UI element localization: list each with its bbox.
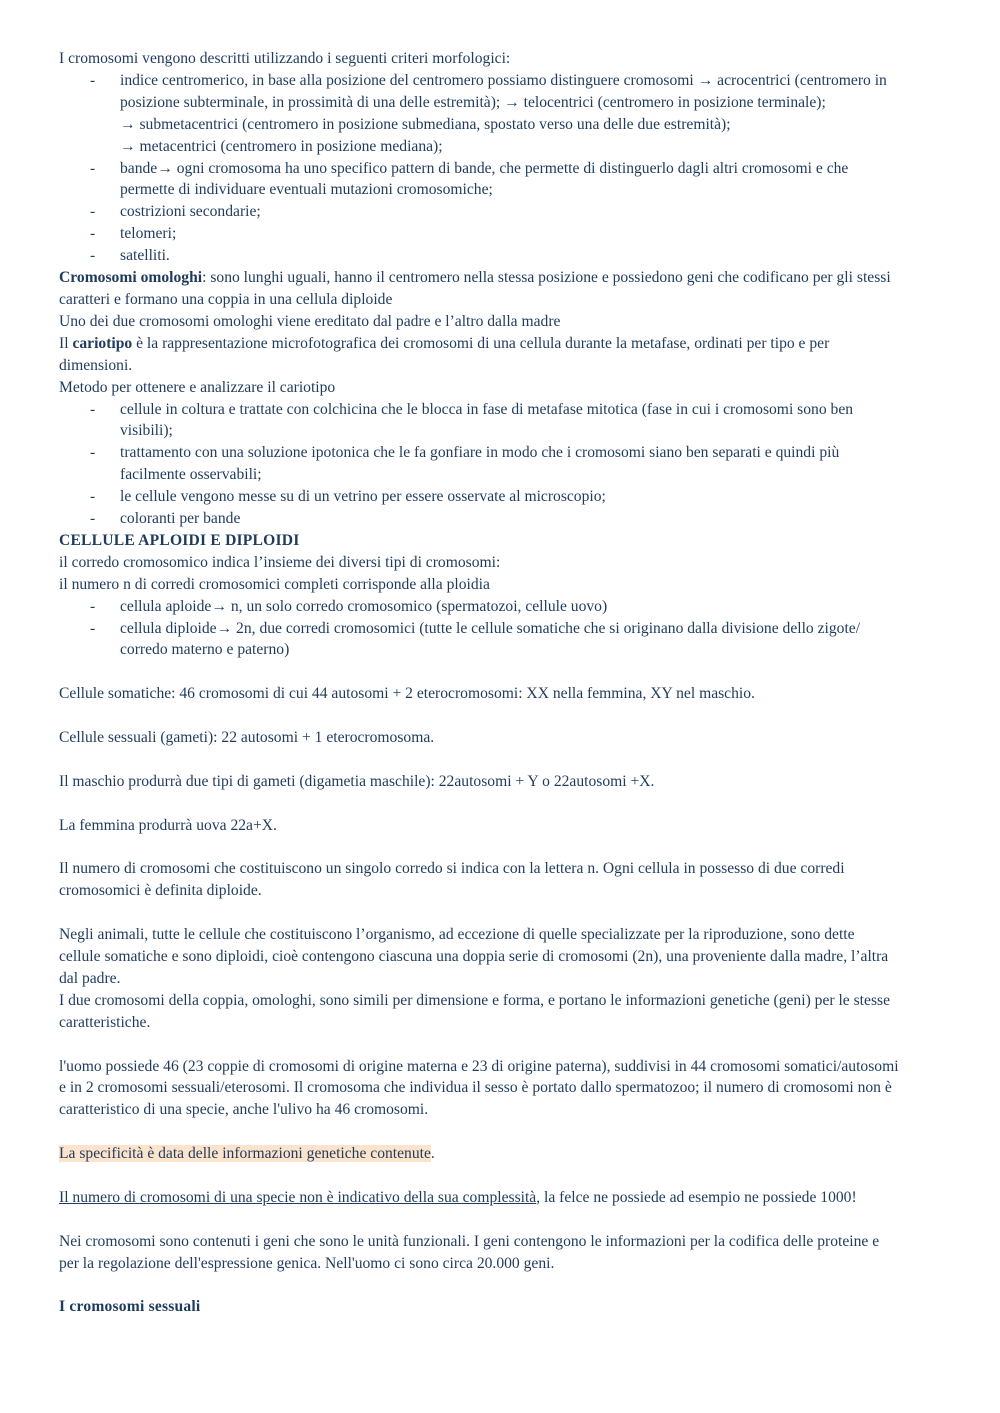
list-item: - coloranti per bande xyxy=(59,508,900,530)
specificita-end: . xyxy=(430,1145,435,1163)
femmina-paragraph: La femmina produrrà uova 22a+X. xyxy=(59,816,277,834)
complessita-paragraph xyxy=(59,1187,900,1209)
cariotipo-term: cariotipo xyxy=(72,334,133,352)
list-item: - trattamento con una soluzione ipotonica che le fa gonfiare in modo che i cromosomi siano ben separati e quindi più facilmente osservabili; xyxy=(59,442,900,486)
coppia-paragraph: I due cromosomi della coppia, omologhi, sono simili per dimensione e forma, e portano le informazioni genetiche (geni) per le stesse caratteristiche. xyxy=(59,991,890,1031)
underlined-text: Il numero di cromosomi di una specie non è indicativo della sua complessità xyxy=(59,1188,537,1206)
specificita-paragraph xyxy=(59,1143,900,1165)
section-heading: I cromosomi sessuali xyxy=(59,1298,201,1316)
corredo-line: il corredo cromosomico indica l’insieme dei diversi tipi di cromosomi: xyxy=(59,553,501,571)
list-item: - satelliti. xyxy=(59,245,900,267)
geni-paragraph: Nei cromosomi sono contenuti i geni che sono le unità funzionali. I geni contengono le informazioni per la codifica delle proteine e per la regolazione dell'espressione genica. Nell'uomo ci sono circa 20.000 geni. xyxy=(59,1232,880,1272)
intro-text: I cromosomi vengono descritti utilizzando i seguenti criteri morfologici: xyxy=(59,50,511,67)
list-item: - cellula diploide→ 2n, due corredi cromosomici (tutte le cellule somatiche che si originano dalla divisione dello zigote/ corredo materno e paterno) xyxy=(59,618,900,662)
criteria-item-text: → metacentrici (centromero in posizione mediana); xyxy=(120,137,443,155)
maschio-paragraph: Il maschio produrrà due tipi di gameti (digametia maschile): 22autosomi + Y o 22autosomi +X. xyxy=(59,772,655,790)
ploidia-list xyxy=(59,596,900,662)
list-item: - costrizioni secondarie; xyxy=(59,201,900,223)
section-heading: CELLULE APLOIDI E DIPLOIDI xyxy=(59,531,300,549)
cariotipo-paragraph xyxy=(59,333,900,377)
highlighted-text: La specificità è data delle informazioni genetiche contenute xyxy=(59,1145,431,1163)
list-item xyxy=(59,70,900,158)
criteria-list xyxy=(59,70,900,267)
list-item: - cellula aploide→ n, un solo corredo cromosomico (spermatozoi, cellule uovo) xyxy=(59,596,900,618)
criteria-item-text: → submetacentrici (centromero in posizione submediana, spostato verso una delle due estremità); xyxy=(120,115,731,133)
list-item: - le cellule vengono messe su di un vetrino per essere osservate al microscopio; xyxy=(59,486,900,508)
cariotipo-prefix: Il xyxy=(59,334,73,352)
sessuali-paragraph: Cellule sessuali (gameti): 22 autosomi + 1 eterocromosoma. xyxy=(59,729,435,747)
uomo-paragraph: l'uomo possiede 46 (23 coppie di cromosomi di origine materna e 23 di origine paterna), suddivisi in 44 cromosomi somatici/autosomi e in 2 cromosomi sessuali/eterosomi. Il cromosoma che individua il sesso è portato dallo spermatozoo; il numero di cromosomi non è caratteristico di una specie, anche l'ulivo ha 46 cromosomi. xyxy=(59,1057,899,1119)
omologhi-line2: Uno dei due cromosomi omologhi viene ereditato dal padre e l’altro dalla madre xyxy=(59,312,561,330)
metodo-intro: Metodo per ottenere e analizzare il cariotipo xyxy=(59,378,336,396)
omologhi-text: : sono lunghi uguali, hanno il centromero nella stessa posizione e possiedono geni che codificano per gli stessi caratteri e formano una coppia in una cellula diploide xyxy=(59,269,891,308)
metodo-list xyxy=(59,399,900,530)
omologhi-paragraph xyxy=(59,267,900,311)
numero-n-paragraph: Il numero di cromosomi che costituiscono un singolo corredo si indica con la lettera n. Ogni cellula in possesso di due corredi cromosomici è definita diploide. xyxy=(59,860,845,900)
list-item: - bande→ ogni cromosoma ha uno specifico pattern di bande, che permette di distinguerlo dagli altri cromosomi e che permette di individuare eventuali mutazioni cromosomiche; xyxy=(59,158,900,202)
cariotipo-text: è la rappresentazione microfotografica dei cromosomi di una cellula durante la metafase, ordinati per tipo e per dimensioni. xyxy=(59,334,830,374)
ploidia-line: il numero n di corredi cromosomici completi corrisponde alla ploidia xyxy=(59,575,490,593)
somatiche-paragraph: Cellule somatiche: 46 cromosomi di cui 44 autosomi + 2 eterocromosomi: XX nella femmina, XY nel maschio. xyxy=(59,685,755,703)
complessita-rest: , la felce ne possiede ad esempio ne possiede 1000! xyxy=(536,1188,857,1206)
criteria-item-text: indice centromerico, in base alla posizione del centromero possiamo distinguere cromosomi → acrocentrici (centromero in posizione subterminale, in prossimità di una delle estremità); → telocentrici (centromero in posizione terminale); xyxy=(120,71,887,111)
list-item: - telomeri; xyxy=(59,223,900,245)
omologhi-term: Cromosomi omologhi xyxy=(59,269,203,287)
animali-paragraph: Negli animali, tutte le cellule che costituiscono l’organismo, ad eccezione di quelle specializzate per la riproduzione, sono dette cellule somatiche e sono diploidi, cioè contengono ciascuna una doppia serie di cromosomi (2n), una proveniente dalla madre, l’altra dal padre. xyxy=(59,926,889,987)
list-item: - cellule in coltura e trattate con colchicina che le blocca in fase di metafase mitotica (fase in cui i cromosomi sono ben visibili); xyxy=(59,399,900,443)
